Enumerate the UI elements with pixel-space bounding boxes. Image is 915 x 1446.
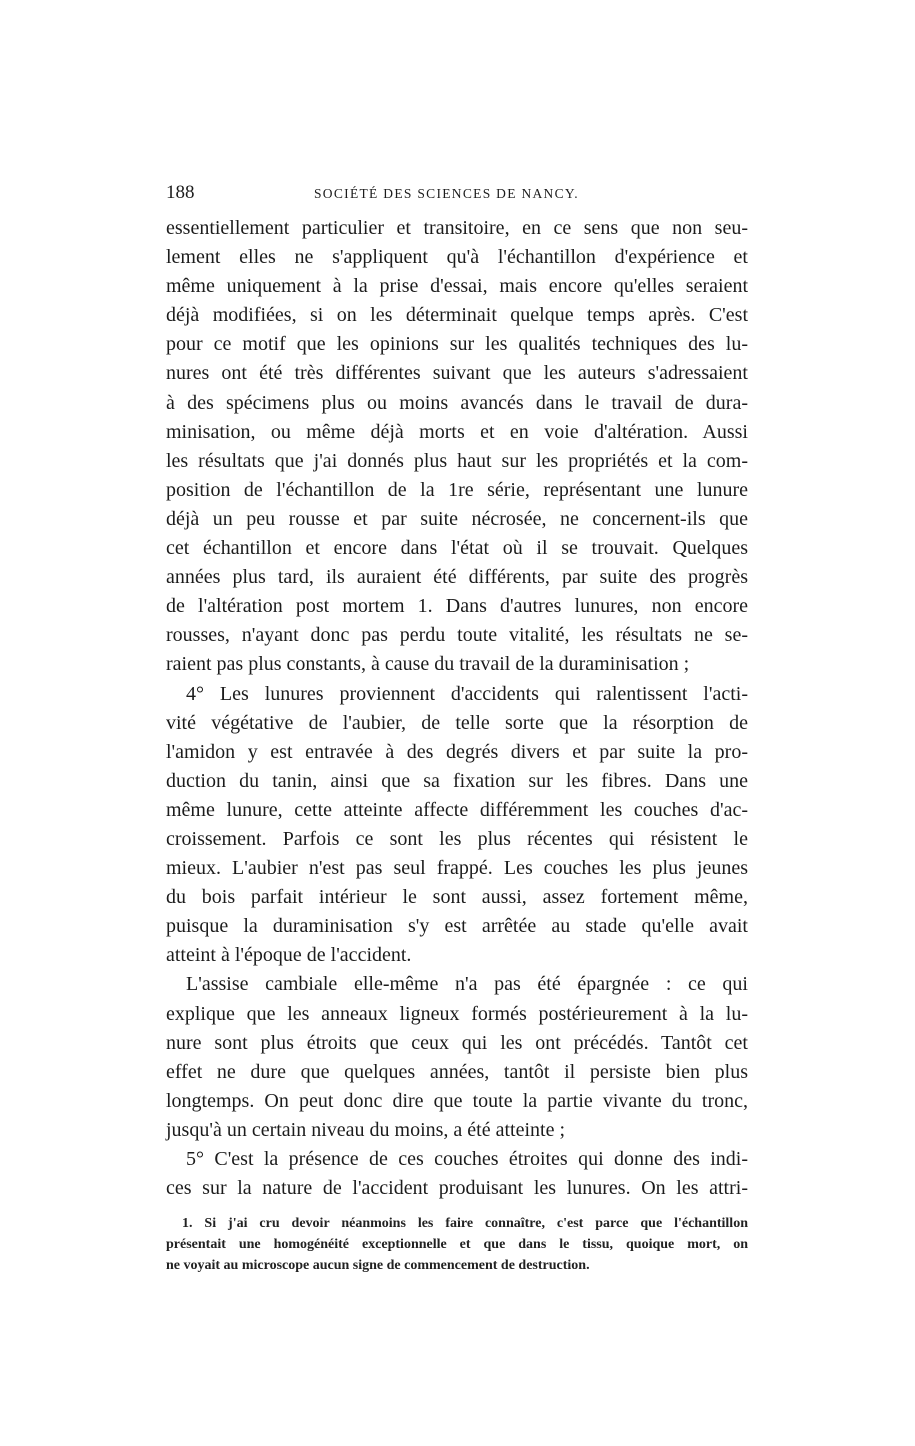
text-line: position de l'échantillon de la 1re série, représentant une lunure [166,478,748,501]
text-line: rousses, n'ayant donc pas perdu toute vitalité, les résultats ne se- [166,624,748,647]
text-line: pour ce motif que les opinions sur les qualités techniques des lu- [166,333,748,356]
text-line: raient pas plus constants, à cause du travail de la duraminisation ; [166,653,690,676]
text-line: à des spécimens plus ou moins avancés dans le travail de dura- [166,391,748,414]
text-line: même uniquement à la prise d'essai, mais encore qu'elles seraient [166,275,748,298]
text-line: explique que les anneaux ligneux formés postérieurement à la lu- [166,1002,748,1025]
text-line: années plus tard, ils auraient été différents, par suite des progrès [166,566,748,589]
running-title: SOCIÉTÉ DES SCIENCES DE NANCY. [314,186,579,201]
text-line: duction du tanin, ainsi que sa fixation sur les fibres. Dans une [166,769,748,792]
text-line: atteint à l'époque de l'accident. [166,944,412,967]
text-line: nures ont été très différentes suivant que les auteurs s'adressaient [166,362,748,385]
text-line: déjà modifiées, si on les déterminait quelque temps après. C'est [166,304,748,327]
text-line: vité végétative de l'aubier, de telle sorte que la résorption de [166,711,748,734]
footnote-line: présentait une homogénéité exceptionnelle et que dans le tissu, quoique mort, on [166,1237,748,1252]
text-line: même lunure, cette atteinte affecte différemment les couches d'ac- [166,798,748,821]
text-line: l'amidon y est entravée à des degrés divers et par suite la pro- [166,740,748,763]
body-text [166,214,748,1203]
text-line: déjà un peu rousse et par suite nécrosée, ne concernent-ils que [166,507,748,530]
text-line: ces sur la nature de l'accident produisant les lunures. On les attri- [166,1177,748,1200]
text-line: nure sont plus étroits que ceux qui les ont précédés. Tantôt cet [166,1031,748,1054]
text-line: mieux. L'aubier n'est pas seul frappé. Les couches les plus jeunes [166,857,748,880]
text-line: puisque la duraminisation s'y est arrêtée au stade qu'elle avait [166,915,748,938]
text-line: les résultats que j'ai donnés plus haut sur les propriétés et la com- [166,449,748,472]
page-header [166,180,748,206]
text-line: du bois parfait intérieur le sont aussi, assez fortement même, [166,886,748,909]
footnote [166,1213,748,1276]
text-line: essentiellement particulier et transitoire, en ce sens que non seu- [166,217,748,239]
text-line: 5° C'est la présence de ces couches étroites qui donne des indi- [186,1148,748,1170]
text-line: de l'altération post mortem 1. Dans d'autres lunures, non encore [166,595,748,618]
page-number: 188 [166,182,195,203]
text-line: effet ne dure que quelques années, tantôt il persiste bien plus [166,1060,748,1083]
text-line: longtemps. On peut donc dire que toute la partie vivante du tronc, [166,1089,748,1112]
footnote-line: 1. Si j'ai cru devoir néanmoins les faire connaître, c'est parce que l'échantillon [182,1216,748,1231]
text-line: minisation, ou même déjà morts et en voie d'altération. Aussi [166,420,748,443]
text-line: lement elles ne s'appliquent qu'à l'échantillon d'expérience et [166,246,748,269]
text-line: jusqu'à un certain niveau du moins, a été atteinte ; [166,1118,566,1141]
text-line: cet échantillon et encore dans l'état où il se trouvait. Quelques [166,537,748,560]
text-line: 4° Les lunures proviennent d'accidents qui ralentissent l'acti- [186,682,748,705]
text-line: croissement. Parfois ce sont les plus récentes qui résistent le [166,827,748,850]
text-line: L'assise cambiale elle-même n'a pas été épargnée : ce qui [186,973,748,996]
footnote-line: ne voyait au microscope aucun signe de commencement de destruction. [166,1258,590,1273]
